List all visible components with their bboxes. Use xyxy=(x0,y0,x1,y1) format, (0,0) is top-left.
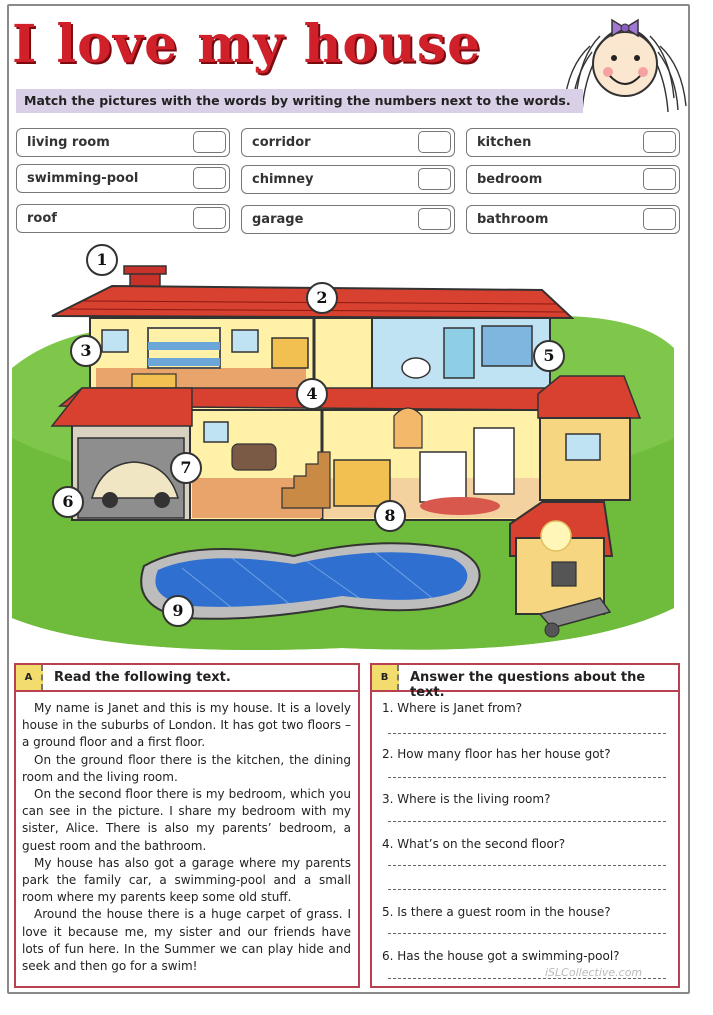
answer-line[interactable] xyxy=(388,777,666,778)
instruction-banner: Match the pictures with the words by writing the numbers next to the words. xyxy=(16,89,583,113)
word-label: living room xyxy=(27,135,110,150)
answer-box[interactable] xyxy=(418,208,451,230)
section-tag: B xyxy=(372,665,399,690)
section-heading: Read the following text. xyxy=(54,670,231,685)
paragraph: On the ground floor there is the kitchen, the dining room and the living room. xyxy=(22,752,351,784)
paragraph: My house has also got a garage where my parents park the family car, a swimming-pool and a small room where my parents keep some old stuff. xyxy=(22,855,351,905)
picture-number: 7 xyxy=(170,452,202,484)
answer-line[interactable] xyxy=(388,865,666,866)
picture-number: 4 xyxy=(296,378,328,410)
word-box xyxy=(241,205,455,234)
word-box xyxy=(241,128,455,157)
word-box xyxy=(241,165,455,194)
answer-box[interactable] xyxy=(643,131,676,153)
word-label: bedroom xyxy=(477,172,543,187)
paragraph: Around the house there is a huge carpet of grass. I love it because me, my sister and our friends have lots of fun here. In the Summer we can play hide and seek and then go for a swim! xyxy=(22,907,351,974)
word-box xyxy=(466,165,680,194)
answer-box[interactable] xyxy=(193,167,226,189)
picture-number: 6 xyxy=(52,486,84,518)
house-illustration xyxy=(12,238,674,658)
question: 4. What’s on the second floor? xyxy=(382,837,566,851)
word-label: roof xyxy=(27,211,57,226)
answer-box[interactable] xyxy=(418,131,451,153)
word-box xyxy=(16,204,230,233)
word-label: bathroom xyxy=(477,212,549,227)
questions-header xyxy=(372,665,678,700)
answer-line[interactable] xyxy=(388,933,666,934)
question: 1. Where is Janet from? xyxy=(382,701,523,715)
answer-line[interactable] xyxy=(388,889,666,890)
answer-box[interactable] xyxy=(193,207,226,229)
word-label: kitchen xyxy=(477,135,532,150)
reading-header xyxy=(16,665,358,692)
picture-number: 1 xyxy=(86,244,118,276)
questions-panel xyxy=(370,663,680,988)
reading-panel xyxy=(14,663,360,988)
word-label: chimney xyxy=(252,172,314,187)
answer-box[interactable] xyxy=(193,131,226,153)
paragraph: On the second floor there is my bedroom, which you can see in the picture. I share my bedroom with my sister, Alice. There is also my parents’ bedroom, a guest room and the bathroom. xyxy=(22,787,351,853)
question: 3. Where is the living room? xyxy=(382,792,551,806)
picture-number: 8 xyxy=(374,500,406,532)
question: 5. Is there a guest room in the house? xyxy=(382,905,611,919)
section-heading: Answer the questions about the text. xyxy=(410,670,646,700)
answer-line[interactable] xyxy=(388,733,666,734)
picture-number: 2 xyxy=(306,282,338,314)
question: 2. How many floor has her house got? xyxy=(382,747,611,761)
picture-number: 3 xyxy=(70,335,102,367)
word-box xyxy=(16,128,230,157)
word-label: corridor xyxy=(252,135,311,150)
paragraph: My name is Janet and this is my house. It is a lovely house in the suburbs of London. It has got two floors – a ground floor and a first floor. xyxy=(22,701,351,750)
reading-text xyxy=(16,692,358,975)
word-box xyxy=(16,164,230,193)
watermark: iSLCollective.com xyxy=(545,966,643,979)
section-tag: A xyxy=(16,665,43,690)
word-label: garage xyxy=(252,212,304,227)
word-box xyxy=(466,128,680,157)
picture-number: 9 xyxy=(162,595,194,627)
answer-line[interactable] xyxy=(388,821,666,822)
answer-box[interactable] xyxy=(643,168,676,190)
answer-box[interactable] xyxy=(643,208,676,230)
question: 6. Has the house got a swimming-pool? xyxy=(382,949,620,963)
answer-box[interactable] xyxy=(418,168,451,190)
picture-number: 5 xyxy=(533,340,565,372)
word-label: swimming-pool xyxy=(27,171,139,186)
word-box xyxy=(466,205,680,234)
page-title: I love my house xyxy=(12,14,482,75)
